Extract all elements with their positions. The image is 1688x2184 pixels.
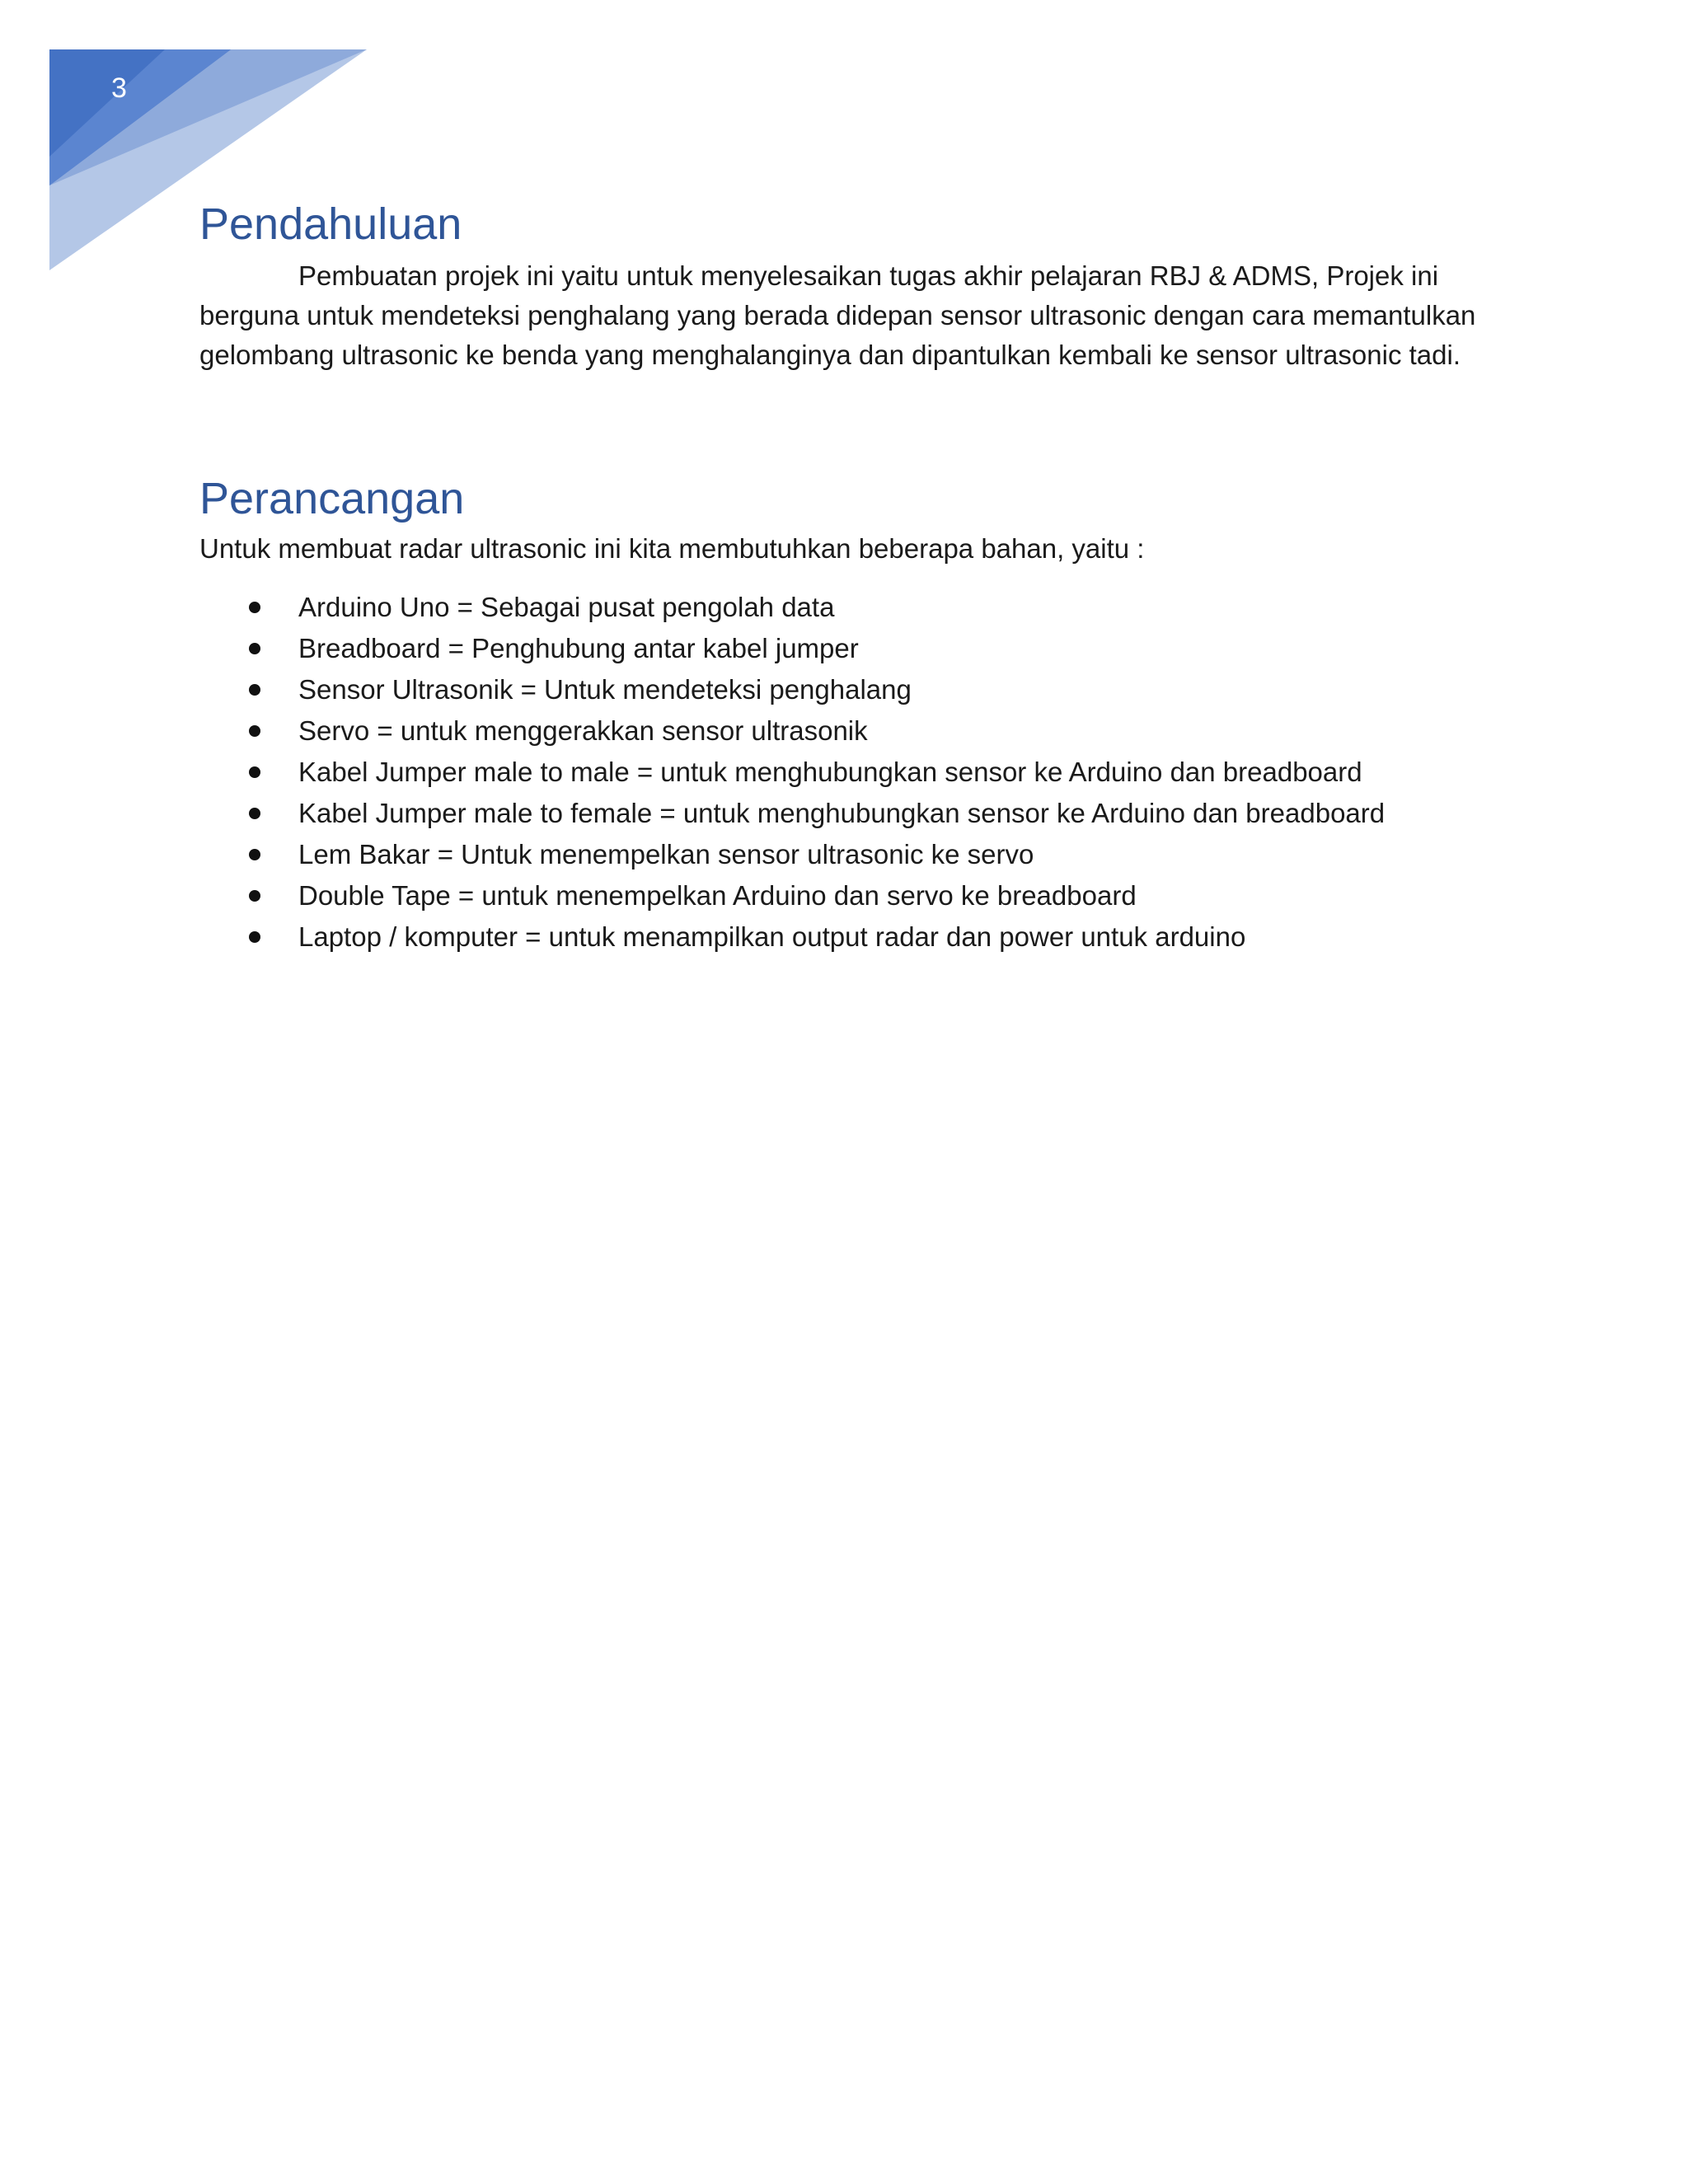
list-item-text: Laptop / komputer = untuk menampilkan output radar dan power untuk arduino bbox=[298, 921, 1246, 952]
list-item bbox=[199, 752, 1510, 793]
list-item bbox=[199, 669, 1510, 710]
list-item bbox=[199, 710, 1510, 752]
list-item-text: Kabel Jumper male to female = untuk menghubungkan sensor ke Arduino dan breadboard bbox=[298, 797, 1386, 828]
section-paragraph: Pembuatan projek ini yaitu untuk menyelesaikan tugas akhir pelajaran RBJ & ADMS, Projek ini berguna untuk mendeteksi penghalang yang berada didepan sensor ultrasonic dengan cara memantulkan gelombang ultrasonic ke benda yang menghalanginya dan dipantulkan kembali ke sensor ultrasonic tadi. bbox=[199, 260, 1476, 370]
bullet-icon bbox=[249, 684, 260, 696]
list-item-text: Double Tape = untuk menempelkan Arduino dan servo ke breadboard bbox=[298, 879, 1137, 911]
bullet-icon bbox=[249, 808, 260, 819]
list-item-text: Arduino Uno = Sebagai pusat pengolah data bbox=[298, 591, 835, 622]
bullet-icon bbox=[249, 849, 260, 860]
section-heading: Pendahuluan bbox=[199, 199, 462, 249]
section-pendahuluan bbox=[199, 198, 1510, 375]
list-item-text: Servo = untuk menggerakkan sensor ultrasonik bbox=[298, 715, 868, 746]
bullet-icon bbox=[249, 890, 260, 902]
list-item-text: Lem Bakar = Untuk menempelkan sensor ultrasonic ke servo bbox=[298, 838, 1034, 869]
section-heading: Perancangan bbox=[199, 473, 465, 523]
list-item bbox=[199, 916, 1510, 958]
section-perancangan bbox=[199, 472, 1510, 958]
bullet-icon bbox=[249, 931, 260, 943]
list-item bbox=[199, 587, 1510, 628]
section-intro: Untuk membuat radar ultrasonic ini kita membutuhkan beberapa bahan, yaitu : bbox=[199, 532, 1145, 564]
list-item-text: Kabel Jumper male to male = untuk menghubungkan sensor ke Arduino dan breadboard bbox=[298, 756, 1362, 787]
bullet-icon bbox=[249, 643, 260, 654]
document-body bbox=[199, 198, 1510, 958]
bullet-icon bbox=[249, 602, 260, 613]
bullet-icon bbox=[249, 725, 260, 737]
bullet-icon bbox=[249, 766, 260, 778]
list-item-text: Sensor Ultrasonik = Untuk mendeteksi penghalang bbox=[298, 673, 912, 705]
materials-list bbox=[199, 587, 1510, 958]
page-number: 3 bbox=[111, 73, 127, 104]
list-item bbox=[199, 875, 1510, 916]
list-item bbox=[199, 793, 1510, 834]
list-item bbox=[199, 628, 1510, 669]
list-item-text: Breadboard = Penghubung antar kabel jumper bbox=[298, 632, 859, 663]
list-item bbox=[199, 834, 1510, 875]
